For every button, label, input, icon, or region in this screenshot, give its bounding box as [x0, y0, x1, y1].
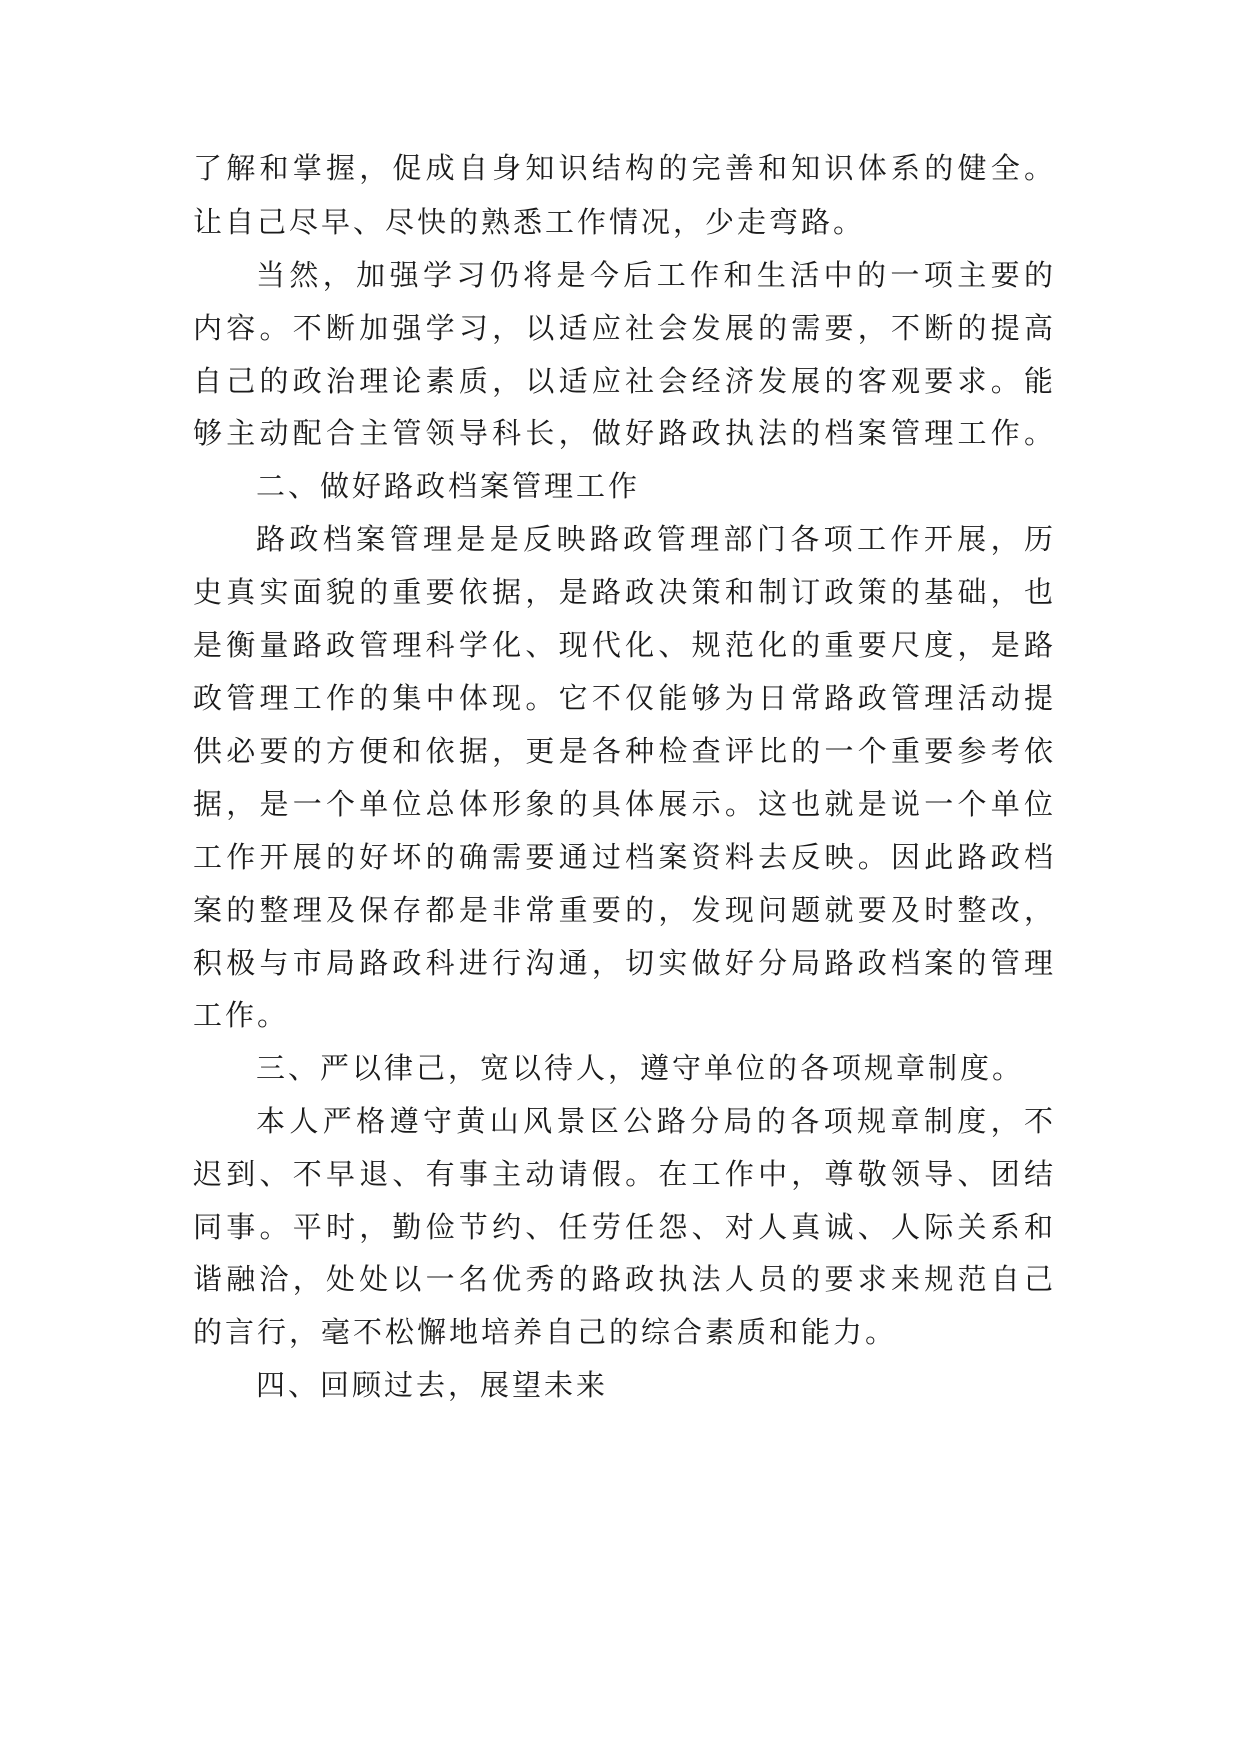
- text-line-11: 政管理工作的集中体现。它不仅能够为日常路政管理活动提: [193, 681, 1053, 715]
- text-line-13: 据，是一个单位总体形象的具体展示。这也就是说一个单位: [193, 787, 1053, 821]
- section-heading-3: 三、严以律己，宽以待人，遵守单位的各项规章制度。: [256, 1051, 1025, 1085]
- text-line-23: 的言行，毫不松懈地培养自己的综合素质和能力。: [193, 1315, 898, 1349]
- text-line-16: 积极与市局路政科进行沟通，切实做好分局路政档案的管理: [193, 946, 1053, 980]
- text-line-10: 是衡量路政管理科学化、现代化、规范化的重要尺度，是路: [193, 628, 1053, 662]
- section-heading-4: 四、回顾过去，展望未来: [256, 1368, 609, 1402]
- text-line-8: 路政档案管理是是反映路政管理部门各项工作开展，历: [256, 522, 1053, 556]
- text-line-3: 当然，加强学习仍将是今后工作和生活中的一项主要的: [256, 258, 1053, 292]
- text-line-6: 够主动配合主管领导科长，做好路政执法的档案管理工作。: [193, 416, 1053, 450]
- text-line-9: 史真实面貌的重要依据，是路政决策和制订政策的基础，也: [193, 575, 1053, 609]
- text-line-14: 工作开展的好坏的确需要通过档案资料去反映。因此路政档: [193, 840, 1053, 874]
- text-line-15: 案的整理及保存都是非常重要的，发现问题就要及时整改，: [193, 893, 1053, 927]
- text-line-4: 内容。不断加强学习，以适应社会发展的需要，不断的提高: [193, 311, 1053, 345]
- text-line-5: 自己的政治理论素质，以适应社会经济发展的客观要求。能: [193, 364, 1053, 398]
- text-line-20: 迟到、不早退、有事主动请假。在工作中，尊敬领导、团结: [193, 1157, 1053, 1191]
- section-heading-2: 二、做好路政档案管理工作: [256, 469, 641, 503]
- text-line-12: 供必要的方便和依据，更是各种检查评比的一个重要参考依: [193, 734, 1053, 768]
- text-line-17: 工作。: [193, 998, 290, 1032]
- text-line-1: 了解和掌握，促成自身知识结构的完善和知识体系的健全。: [193, 151, 1053, 185]
- text-line-19: 本人严格遵守黄山风景区公路分局的各项规章制度，不: [256, 1104, 1053, 1138]
- text-line-22: 谐融洽，处处以一名优秀的路政执法人员的要求来规范自己: [193, 1262, 1053, 1296]
- text-line-2: 让自己尽早、尽快的熟悉工作情况，少走弯路。: [193, 205, 866, 239]
- text-line-21: 同事。平时，勤俭节约、任劳任怨、对人真诚、人际关系和: [193, 1210, 1053, 1244]
